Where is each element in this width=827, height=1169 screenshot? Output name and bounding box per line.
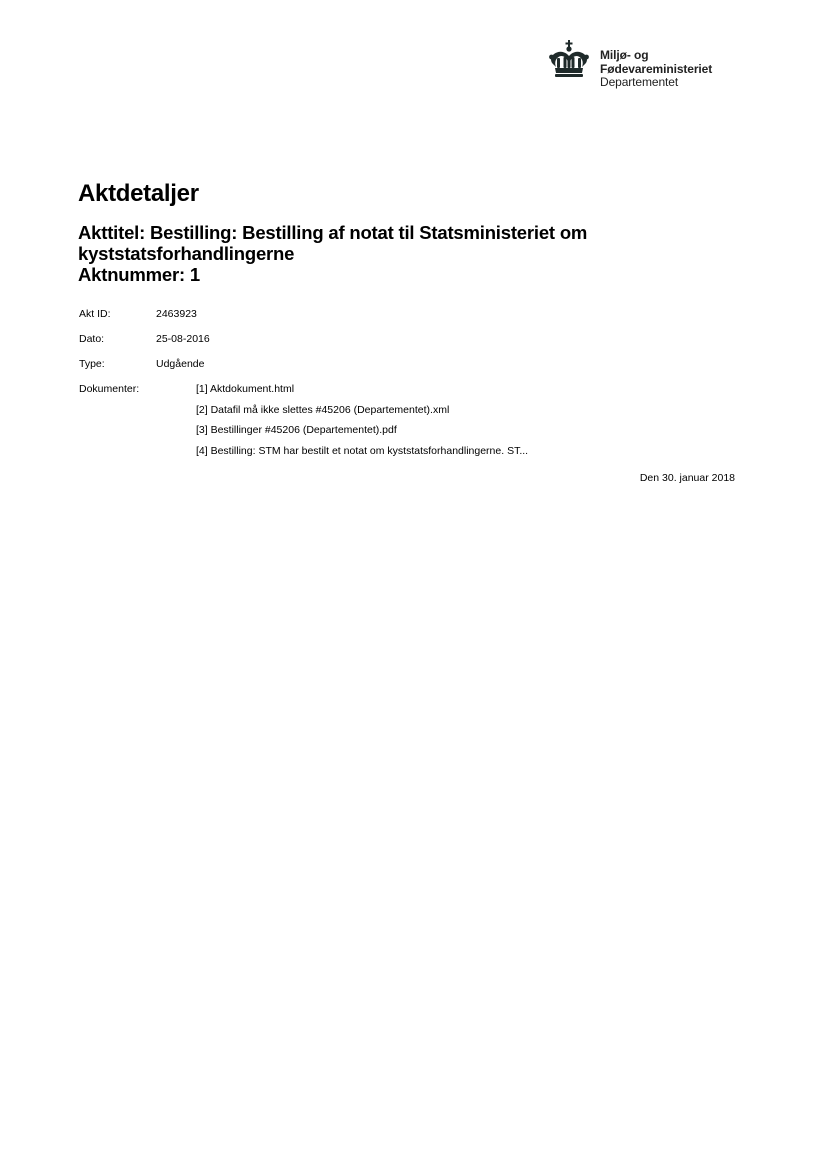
document-link[interactable]: [4] Bestilling: STM har bestilt et notat om kyststatsforhandlingerne. ST... [196, 444, 529, 457]
ministry-name-line1: Miljø- og [600, 48, 649, 62]
ministry-name-line2: Fødevareministeriet [600, 61, 713, 76]
document-number: Aktnummer: 1 [78, 264, 200, 285]
meta-label: Dato: [79, 333, 105, 345]
meta-label: Dokumenter: [79, 383, 140, 395]
royal-crown-icon [548, 40, 590, 78]
meta-value: 2463923 [156, 308, 197, 320]
meta-label: Type: [79, 358, 105, 370]
document-title-line2: kyststatsforhandlingerne [78, 243, 295, 264]
ministry-name [600, 49, 712, 90]
meta-value: Udgående [156, 358, 205, 370]
meta-label: Akt ID: [79, 308, 111, 320]
document-date: Den 30. januar 2018 [639, 472, 735, 484]
document-link[interactable]: [3] Bestillinger #45206 (Departementet).pdf [196, 424, 397, 437]
document-link[interactable]: [1] Aktdokument.html [196, 383, 295, 395]
document-subtitle [78, 222, 698, 285]
department-name: Departementet [600, 75, 679, 89]
document-link[interactable]: [2] Datafil må ikke slettes #45206 (Departementet).xml [196, 403, 450, 416]
document-title-line1: Akttitel: Bestilling: Bestilling af notat til Statsministeriet om [78, 222, 588, 243]
ministry-logo [548, 40, 748, 94]
document-list [196, 383, 528, 465]
page-title: Aktdetaljer [78, 180, 199, 207]
meta-value: 25-08-2016 [156, 333, 210, 345]
